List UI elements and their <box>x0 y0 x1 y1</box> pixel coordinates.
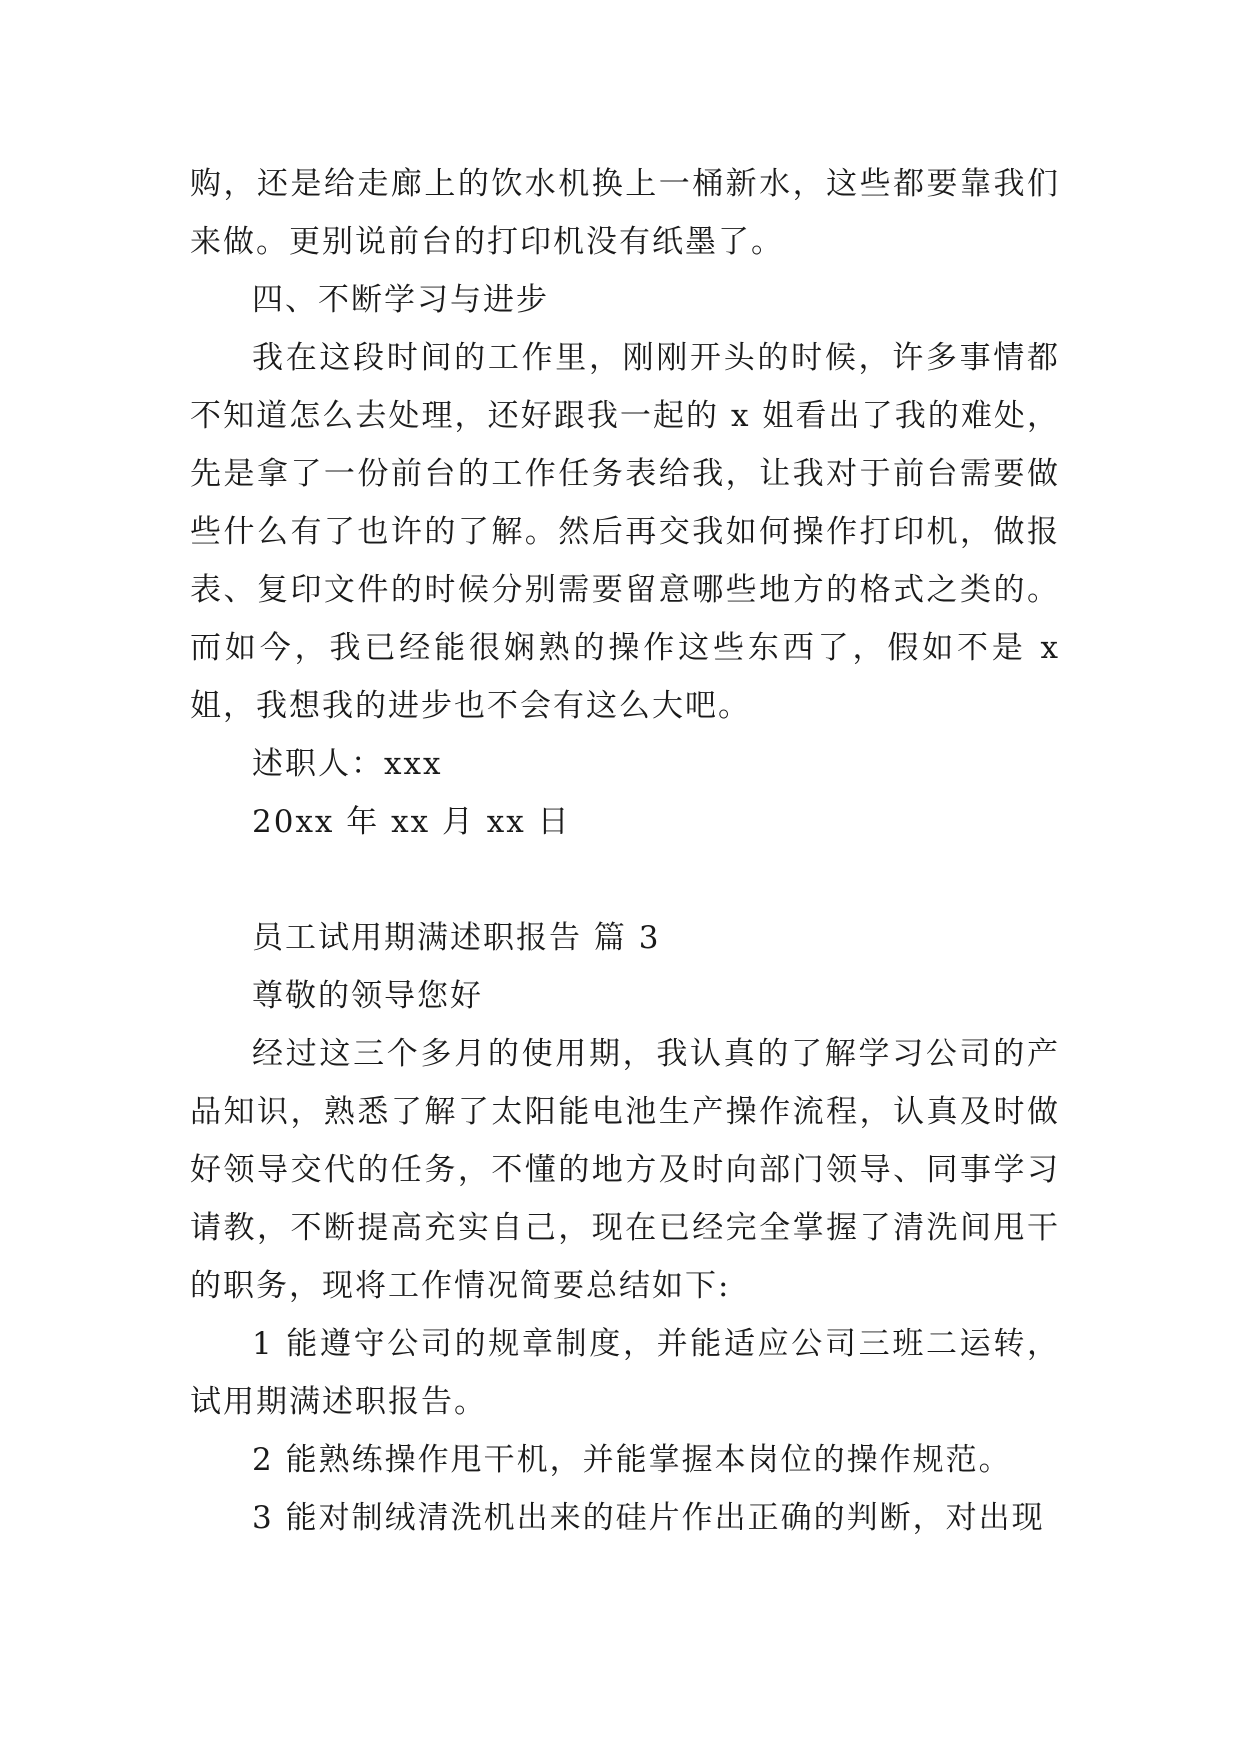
report-title: 员工试用期满述职报告 篇 3 <box>252 920 661 956</box>
list-item: 3 能对制绒清洗机出来的硅片作出正确的判断，对出现 <box>252 1500 1045 1536</box>
paragraph: 经过这三个多月的使用期，我认真的了解学习公司的产品知识，熟悉了解了太阳能电池生产操作流程，认真及时做好领导交代的任务，不懂的地方及时向部门领导、同事学习请教，不断提高充实自己，现在已经完全掌握了清洗间甩干的职务，现将工作情况简要总结如下: <box>190 1036 1060 1304</box>
list-item: 1 能遵守公司的规章制度，并能适应公司三班二运转，试用期满述职报告。 <box>190 1326 1060 1420</box>
section-heading: 四、不断学习与进步 <box>252 282 549 318</box>
document-body <box>190 155 1060 1547</box>
paragraph-continuation: 购，还是给走廊上的饮水机换上一桶新水，这些都要靠我们来做。更别说前台的打印机没有纸墨了。 <box>190 166 1060 260</box>
signature-line: 述职人：xxx <box>252 746 443 782</box>
salutation: 尊敬的领导您好 <box>252 978 483 1014</box>
date-line: 20xx 年 xx 月 xx 日 <box>252 804 571 840</box>
paragraph: 我在这段时间的工作里，刚刚开头的时候，许多事情都不知道怎么去处理，还好跟我一起的 x 姐看出了我的难处，先是拿了一份前台的工作任务表给我，让我对于前台需要做些什么有了也许的了解。然后再交我如何操作打印机，做报表、复印文件的时候分别需要留意哪些地方的格式之类的。而如今，我已经能很娴熟的操作这些东西了，假如不是 x 姐，我想我的进步也不会有这么大吧。 <box>190 340 1060 724</box>
blank-line <box>190 851 1060 909</box>
list-item: 2 能熟练操作甩干机，并能掌握本岗位的操作规范。 <box>252 1442 1012 1478</box>
